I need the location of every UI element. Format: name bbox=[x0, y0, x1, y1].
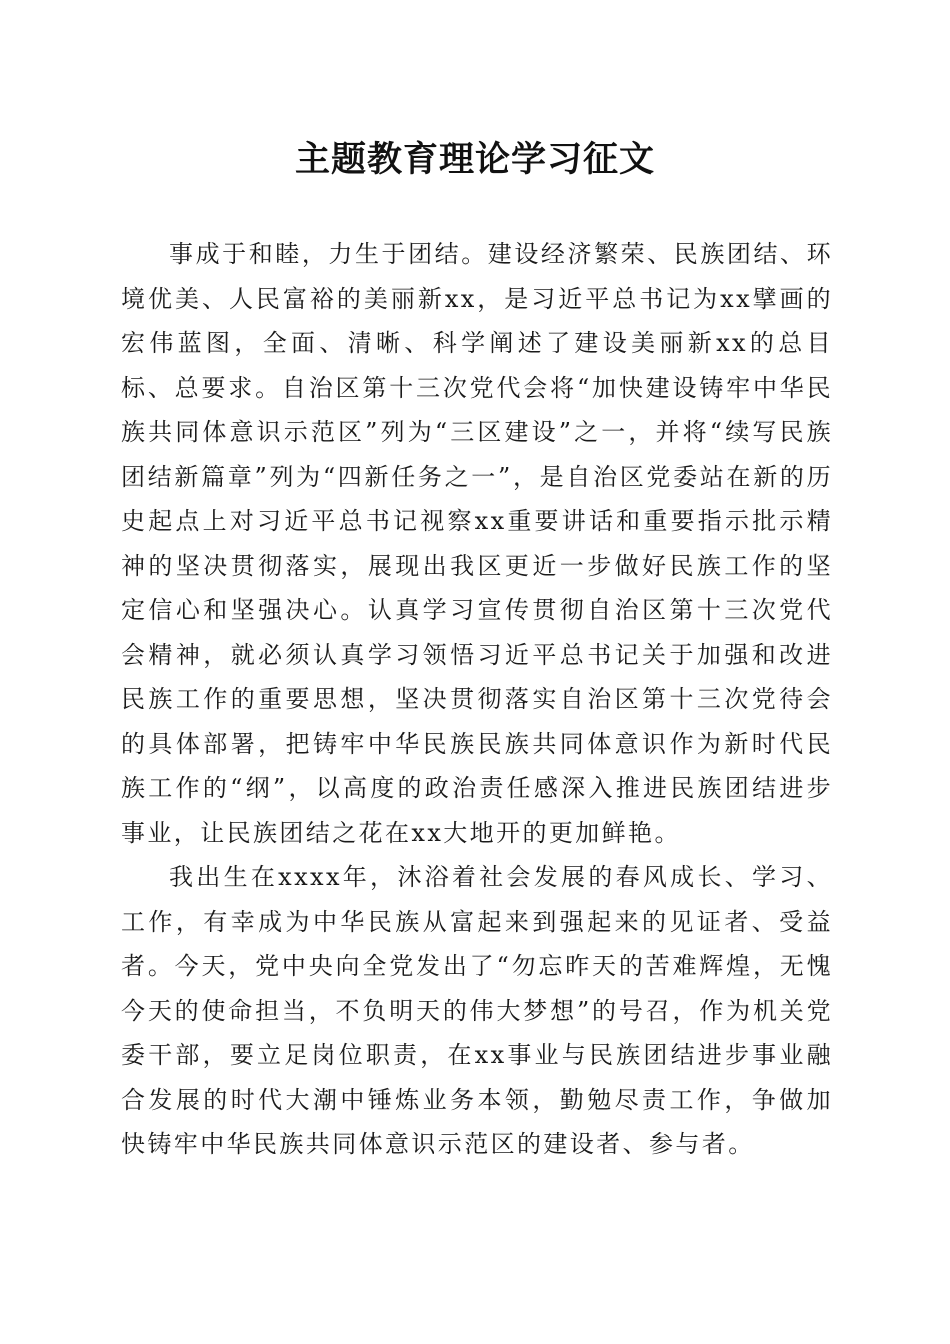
paragraph: 事成于和睦，力生于团结。建设经济繁荣、民族团结、环境优美、人民富裕的美丽新xx，是习近平总书记为xx擘画的宏伟蓝图，全面、清晰、科学阐述了建设美丽新xx的总目标、总要求。自治区第十三次党代会将“加快建设铸牢中华民族共同体意识示范区”列为“三区建设”之一，并将“续写民族团结新篇章”列为“四新任务之一”，是自治区党委站在新的历史起点上对习近平总书记视察xx重要讲话和重要指示批示精神的坚决贯彻落实，展现出我区更近一步做好民族工作的坚定信心和坚强决心。认真学习宣传贯彻自治区第十三次党代会精神，就必须认真学习领悟习近平总书记关于加强和改进民族工作的重要思想，坚决贯彻落实自治区第十三次党待会的具体部署，把铸牢中华民族民族共同体意识作为新时代民族工作的“纲”，以高度的政治责任感深入推进民族团结进步事业，让民族团结之花在xx大地开的更加鲜艳。 bbox=[121, 240, 833, 847]
paragraph: 我出生在xxxx年，沐浴着社会发展的春风成长、学习、工作，有幸成为中华民族从富起来到强起来的见证者、受益者。今天，党中央向全党发出了“勿忘昨天的苦难辉煌，无愧今天的使命担当，不负明天的伟大梦想”的号召，作为机关党委干部，要立足岗位职责，在xx事业与民族团结进步事业融合发展的时代大潮中锤炼业务本领，勤勉尽责工作，争做加快铸牢中华民族共同体意识示范区的建设者、参与者。 bbox=[121, 863, 833, 1158]
document-body bbox=[121, 232, 833, 1167]
document-title: 主题教育理论学习征文 bbox=[294, 139, 655, 180]
